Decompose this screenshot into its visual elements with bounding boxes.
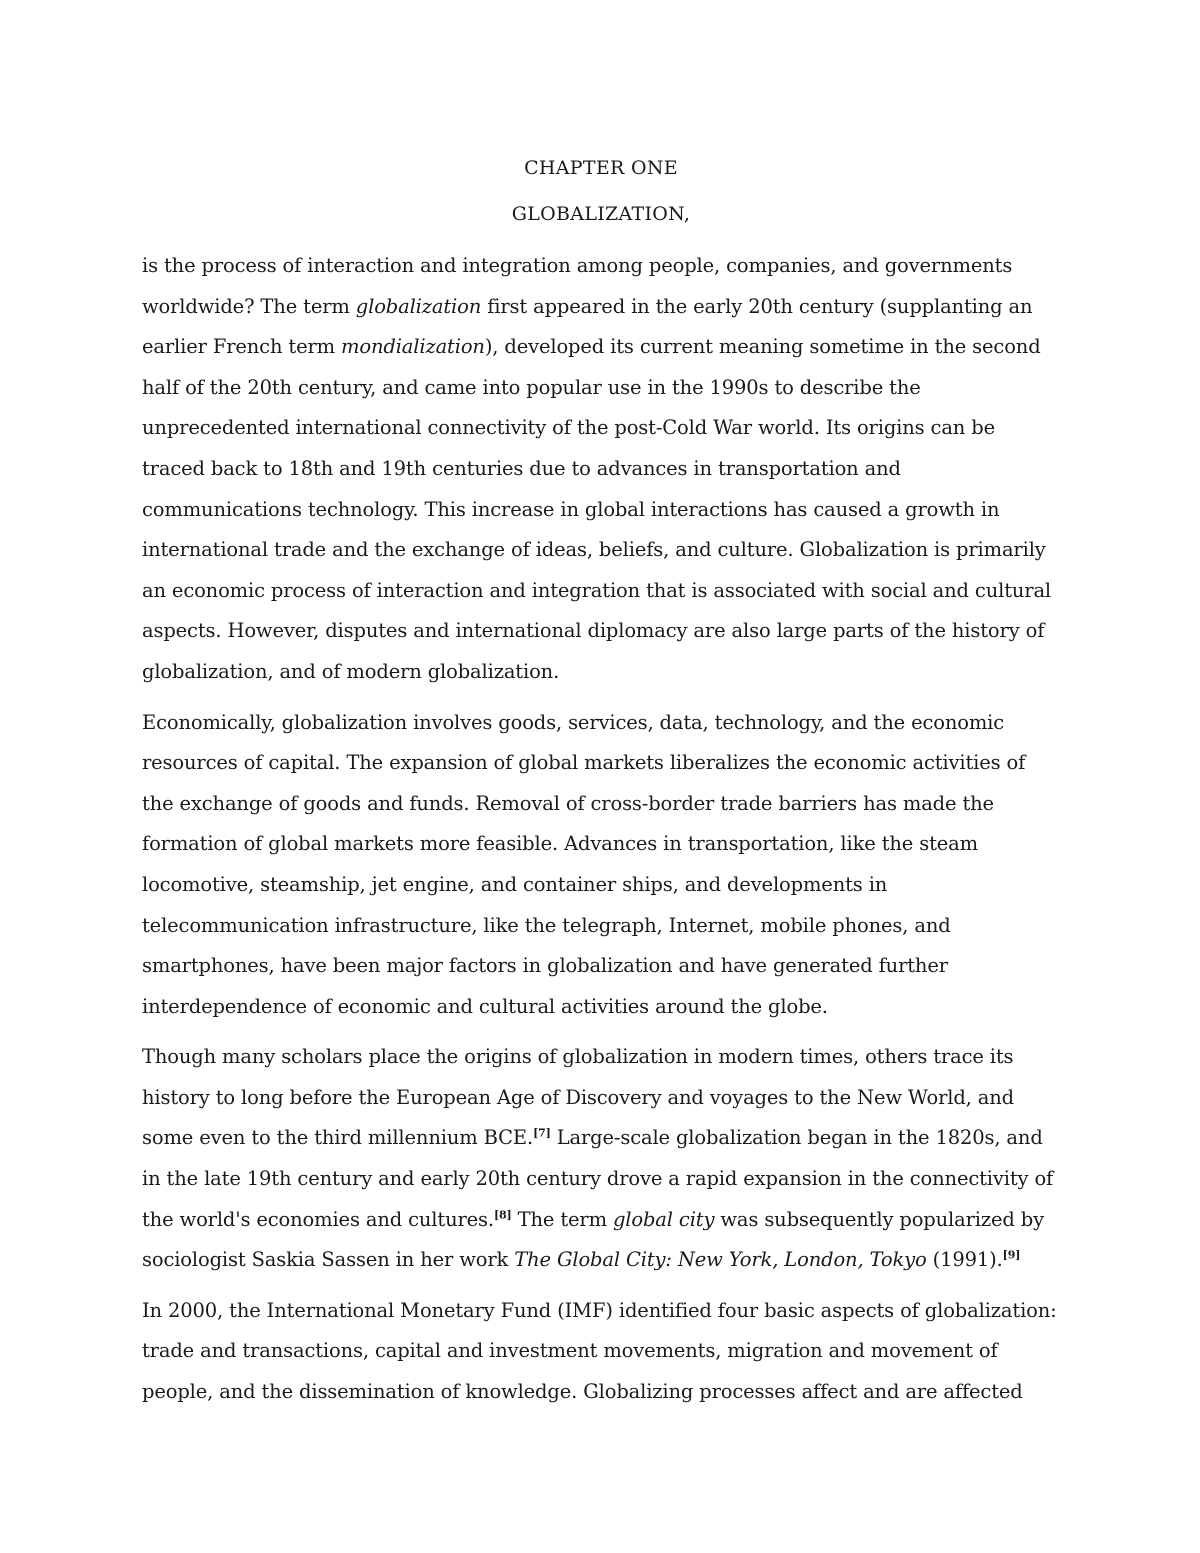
paragraph-3 (142, 1037, 1060, 1281)
document-page (142, 150, 1060, 1413)
citation-7: [7] (533, 1126, 551, 1140)
term-global-city: global city (612, 1207, 715, 1231)
citation-8: [8] (493, 1208, 512, 1222)
paragraph-2 (142, 703, 1060, 1028)
paragraph-4 (142, 1291, 1060, 1413)
paragraph-1 (142, 246, 1060, 693)
paragraph-3-text-3: The term (511, 1207, 613, 1231)
paragraph-4-text-1: In 2000, the International Monetary Fund (IMF) identified four basic aspects of globalization: trade and transactions, capital and investment movements, migration and movement of people, and the dissemination of knowledge. Globalizing processes affect and are affected (142, 1298, 1057, 1404)
paragraph-2-text-1: Economically, globalization involves goods, services, data, technology, and the economic resources of capital. The expansion of global markets liberalizes the economic activities of the exchange of goods and funds. Removal of cross-border trade barriers has made the formation of global markets more feasible. Advances in transportation, like the steam locomotive, steamship, jet engine, and container ships, and developments in telecommunication infrastructure, like the telegraph, Internet, mobile phones, and smartphones, have been major factors in globalization and have generated further interdependence of economic and cultural activities around the globe. (142, 710, 1026, 1018)
paragraph-3-text-2: Large-scale globalization began in the 1820s, and in the late 19th century and early 20th century drove a rapid expansion in the connectivity of the world's economies and cultures. (142, 1126, 1054, 1231)
term-globalization: globalization (355, 294, 482, 318)
paragraph-1-text-3: ), developed its current meaning sometime in the second half of the 20th century, and came into popular use in the 1990s to describe the unprecedented international connectivity of the post-Cold War world. Its origins can be traced back to 18th and 19th centuries due to advances in transportation and communications technology. This increase in global interactions has caused a growth in international trade and the exchange of ideas, beliefs, and culture. Globalization is primarily an economic process of interaction and integration that is associated with social and cultural aspects. However, disputes and international diplomacy are also large parts of the history of globalization, and of modern globalization. (142, 335, 1052, 683)
work-title: The Global City: New York, London, Tokyo (514, 1248, 927, 1272)
paragraph-3-text-4: was subsequently popularized by sociologist Saskia Sassen in her work (142, 1207, 1044, 1272)
paragraph-3-text-5: (1991). (926, 1248, 1003, 1272)
chapter-label: CHAPTER ONE (524, 157, 678, 179)
paragraph-3-text-1: Though many scholars place the origins of globalization in modern times, others trace its history to long before the European Age of Discovery and voyages to the New World, and some even to the third millennium BCE. (142, 1045, 1014, 1150)
paragraph-1-text-1: is the process of interaction and integration among people, companies, and governments worldwide? The term (142, 254, 1013, 318)
term-mondialization: mondialization (341, 335, 485, 359)
chapter-title: GLOBALIZATION, (511, 203, 691, 225)
citation-9: [9] (1002, 1248, 1021, 1262)
paragraph-1-text-2: first appeared in the early 20th century (supplanting an earlier French term (142, 294, 1033, 359)
